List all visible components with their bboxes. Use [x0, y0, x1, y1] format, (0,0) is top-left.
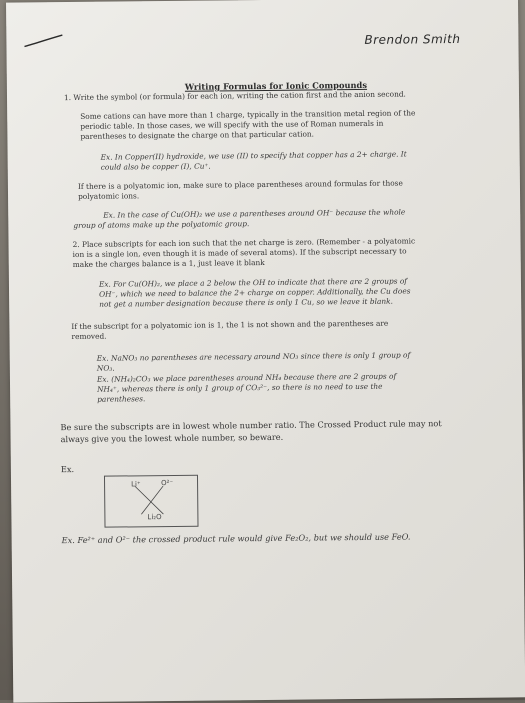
nh4-example-line-1: Ex. (NH₄)₂CO₃ we place parentheses around NH₄ because there are 2 groups of [96, 371, 397, 384]
cuoh-example-line-2: group of atoms make up the polyatomic group. [73, 219, 250, 230]
subscript-note-line-2: removed. [71, 331, 107, 342]
step-2-line-3: make the charges balance is a 1, just leave it blank [72, 257, 265, 269]
polyatomic-note-line-1: If there is a polyatomic ion, make sure to place parentheses around formulas for those [77, 178, 403, 191]
final-example: Ex. Fe²⁺ and O²⁻ the crossed product rule would give Fe₂O₂, but we should use FeO. [61, 531, 411, 546]
nano3-example-line-1: Ex. NaNO₃ no parentheses are necessary around NO₃ since there is only 1 group of [96, 350, 411, 363]
step-2-example-line-1: Ex. For Cu(OH)₂, we place a 2 below the OH to indicate that there are 2 groups of [98, 276, 408, 289]
nh4-example-line-3: parentheses. [97, 394, 146, 404]
polyatomic-note-line-2: polyatomic ions. [77, 191, 140, 201]
cuoh-example-line-1: Ex. In the case of Cu(OH)₂ we use a parentheses around OH⁻ because the whole [103, 207, 406, 220]
step-2-line-2: ion is a single ion, even though it is made of several atoms). If the subscript necessary to [72, 246, 407, 259]
step-2-line-1: 2. Place subscripts for each ion such that the net charge is zero. (Remember - a polyatomic [72, 236, 416, 249]
worksheet-page [6, 0, 525, 703]
cations-note-line-2: periodic table. In those cases, we will specify with the use of Roman numerals in [80, 118, 384, 131]
example-label: Ex. [60, 463, 75, 475]
subscript-note-line-1: If the subscript for a polyatomic ion is 1, the 1 is not shown and the parentheses are [71, 318, 389, 332]
lowest-ratio-line-2: always give you the lowest whole number, so beware. [60, 431, 284, 445]
figure-cation-label: Li⁺ [131, 480, 141, 489]
nano3-example-line-2: NO₃. [96, 363, 115, 373]
cations-note-line-3: parentheses to designate the charge on that particular cation. [80, 129, 315, 141]
pen-checkmark-icon [22, 32, 64, 50]
step-2-example-line-3: not get a number designation because there is only 1 Cu, so we leave it blank. [99, 296, 394, 309]
copper-example-line-1: Ex. In Copper(II) hydroxide, we use (II) to specify that copper has a 2+ charge. It [100, 149, 407, 162]
step-1-text: 1. Write the symbol (or formula) for each ion, writing the cation first and the anion second. [63, 89, 406, 103]
nh4-example-line-2: NH₄⁺, whereas there is only 1 group of CO₃²⁻, so there is no need to use the [97, 381, 383, 394]
figure-anion-label: O²⁻ [161, 478, 174, 488]
cations-note-line-1: Some cations can have more than 1 charge, typically in the transition metal region of the [80, 108, 416, 121]
document-title: Writing Formulas for Ionic Compounds [184, 79, 368, 92]
figure-product-label: Li₂O [147, 513, 162, 522]
handwritten-name: Brendon Smith [364, 31, 461, 47]
crossed-product-figure [104, 475, 199, 528]
step-2-example-line-2: OH⁻, which we need to balance the 2+ charge on copper. Additionally, the Cu does [99, 286, 411, 299]
copper-example-line-2: could also be copper (I), Cu⁺. [100, 161, 211, 172]
lowest-ratio-line-1: Be sure the subscripts are in lowest whole number ratio. The Crossed Product rule may not [60, 418, 442, 433]
